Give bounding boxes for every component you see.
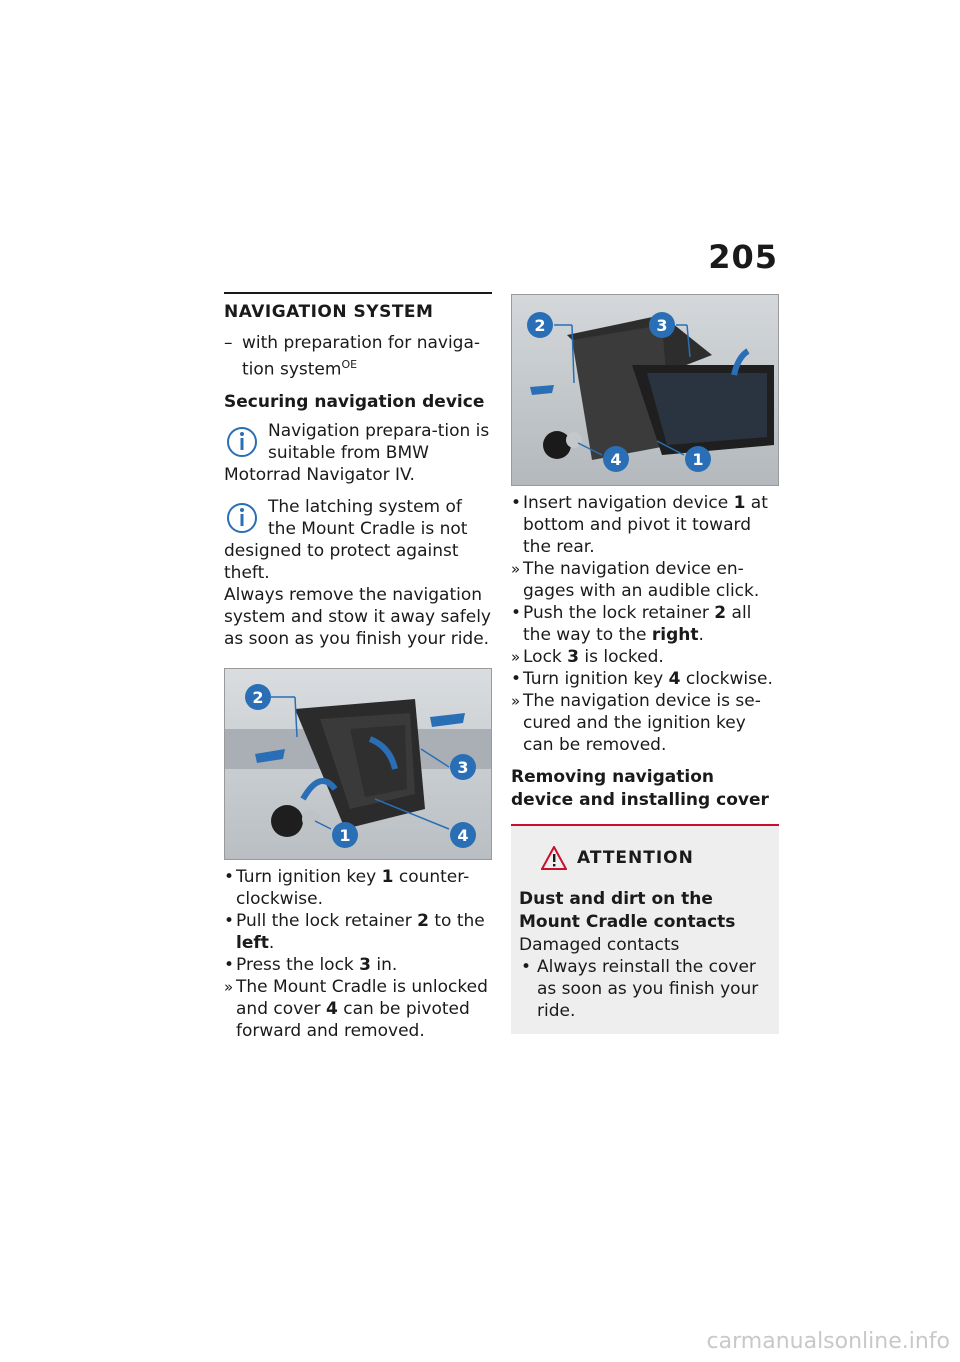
page-number: 205 — [708, 238, 778, 276]
svg-text:4: 4 — [610, 450, 622, 469]
svg-text:1: 1 — [692, 450, 704, 469]
info-icon — [226, 498, 260, 538]
intro-text: with preparation for naviga-tion system — [242, 333, 481, 380]
dash-mark: – — [224, 333, 233, 353]
subheading-securing: Securing navigation device — [224, 391, 485, 412]
intro-line — [224, 332, 492, 381]
figure-insert-device — [511, 294, 779, 486]
callout-3 — [649, 312, 675, 338]
warning-title — [541, 846, 769, 870]
callout-2 — [245, 684, 271, 710]
info-note-2-text: The latching system of the Mount Cradle is not designed to protect against theft. — [224, 496, 468, 583]
step-insert-device: • Insert navigation device 1 at bottom and pivot it toward the rear. — [511, 493, 768, 557]
watermark: carmanualsonline.info — [706, 1329, 950, 1354]
figure-insert-illustration — [512, 295, 779, 486]
warning-consequence: Damaged contacts — [519, 935, 680, 955]
result-locked: » Lock 3 is locked. — [511, 647, 664, 667]
step-turn-key-right: • Turn ignition key 4 clockwise. — [511, 669, 773, 689]
result-engages: » The navigation device en-gages with an audible click. — [511, 559, 760, 601]
step-push-retainer: • Push the lock retainer 2 all the way to the right. — [511, 603, 752, 645]
step-pull-retainer: • Pull the lock retainer 2 to the left. — [224, 910, 485, 953]
svg-text:3: 3 — [656, 316, 668, 335]
warning-action: • Always reinstall the cover as soon as you finish your ride. — [521, 957, 759, 1021]
right-steps — [511, 492, 779, 756]
warning-triangle-icon — [541, 846, 567, 870]
svg-text:3: 3 — [457, 757, 469, 777]
figure-unlock-illustration — [225, 669, 492, 860]
result-secured: » The navigation device is se-cured and the ignition key can be removed. — [511, 691, 761, 755]
info-note-2 — [224, 496, 492, 650]
svg-text:2: 2 — [534, 316, 546, 335]
callout-2 — [527, 312, 553, 338]
warning-box — [511, 824, 779, 1034]
callout-1 — [332, 822, 358, 848]
oe-superscript: OE — [341, 358, 358, 371]
warning-heading-2: Mount Cradle contacts — [519, 912, 736, 932]
section-heading: NAVIGATION SYSTEM — [224, 292, 492, 326]
right-column — [511, 294, 779, 1034]
step-turn-key-left: • Turn ignition key 1 counter-clockwise. — [224, 866, 470, 909]
svg-text:2: 2 — [252, 687, 264, 707]
left-steps — [224, 866, 492, 1042]
subheading-removing: Removing navigation device and installing cover — [511, 767, 769, 810]
left-column — [224, 292, 492, 1042]
warning-heading-1: Dust and dirt on the — [519, 889, 713, 909]
info-note-2b-text: Always remove the navigation system and stow it away safely as soon as you finish your ride. — [224, 584, 491, 649]
info-note-1-text: Navigation prepara-tion is suitable from BMW Motorrad Navigator IV. — [224, 420, 490, 485]
info-note-1 — [224, 420, 492, 486]
callout-4 — [450, 822, 476, 848]
svg-text:1: 1 — [339, 825, 351, 845]
callout-1 — [685, 446, 711, 472]
warning-title-text: ATTENTION — [577, 848, 694, 868]
result-unlocked: » The Mount Cradle is unlocked and cover 4 can be pivoted forward and removed. — [224, 976, 488, 1041]
info-icon — [226, 422, 260, 462]
step-press-lock: • Press the lock 3 in. — [224, 954, 398, 975]
svg-text:4: 4 — [457, 825, 469, 845]
figure-unlock-cradle — [224, 668, 492, 860]
callout-3 — [450, 754, 476, 780]
callout-4 — [603, 446, 629, 472]
